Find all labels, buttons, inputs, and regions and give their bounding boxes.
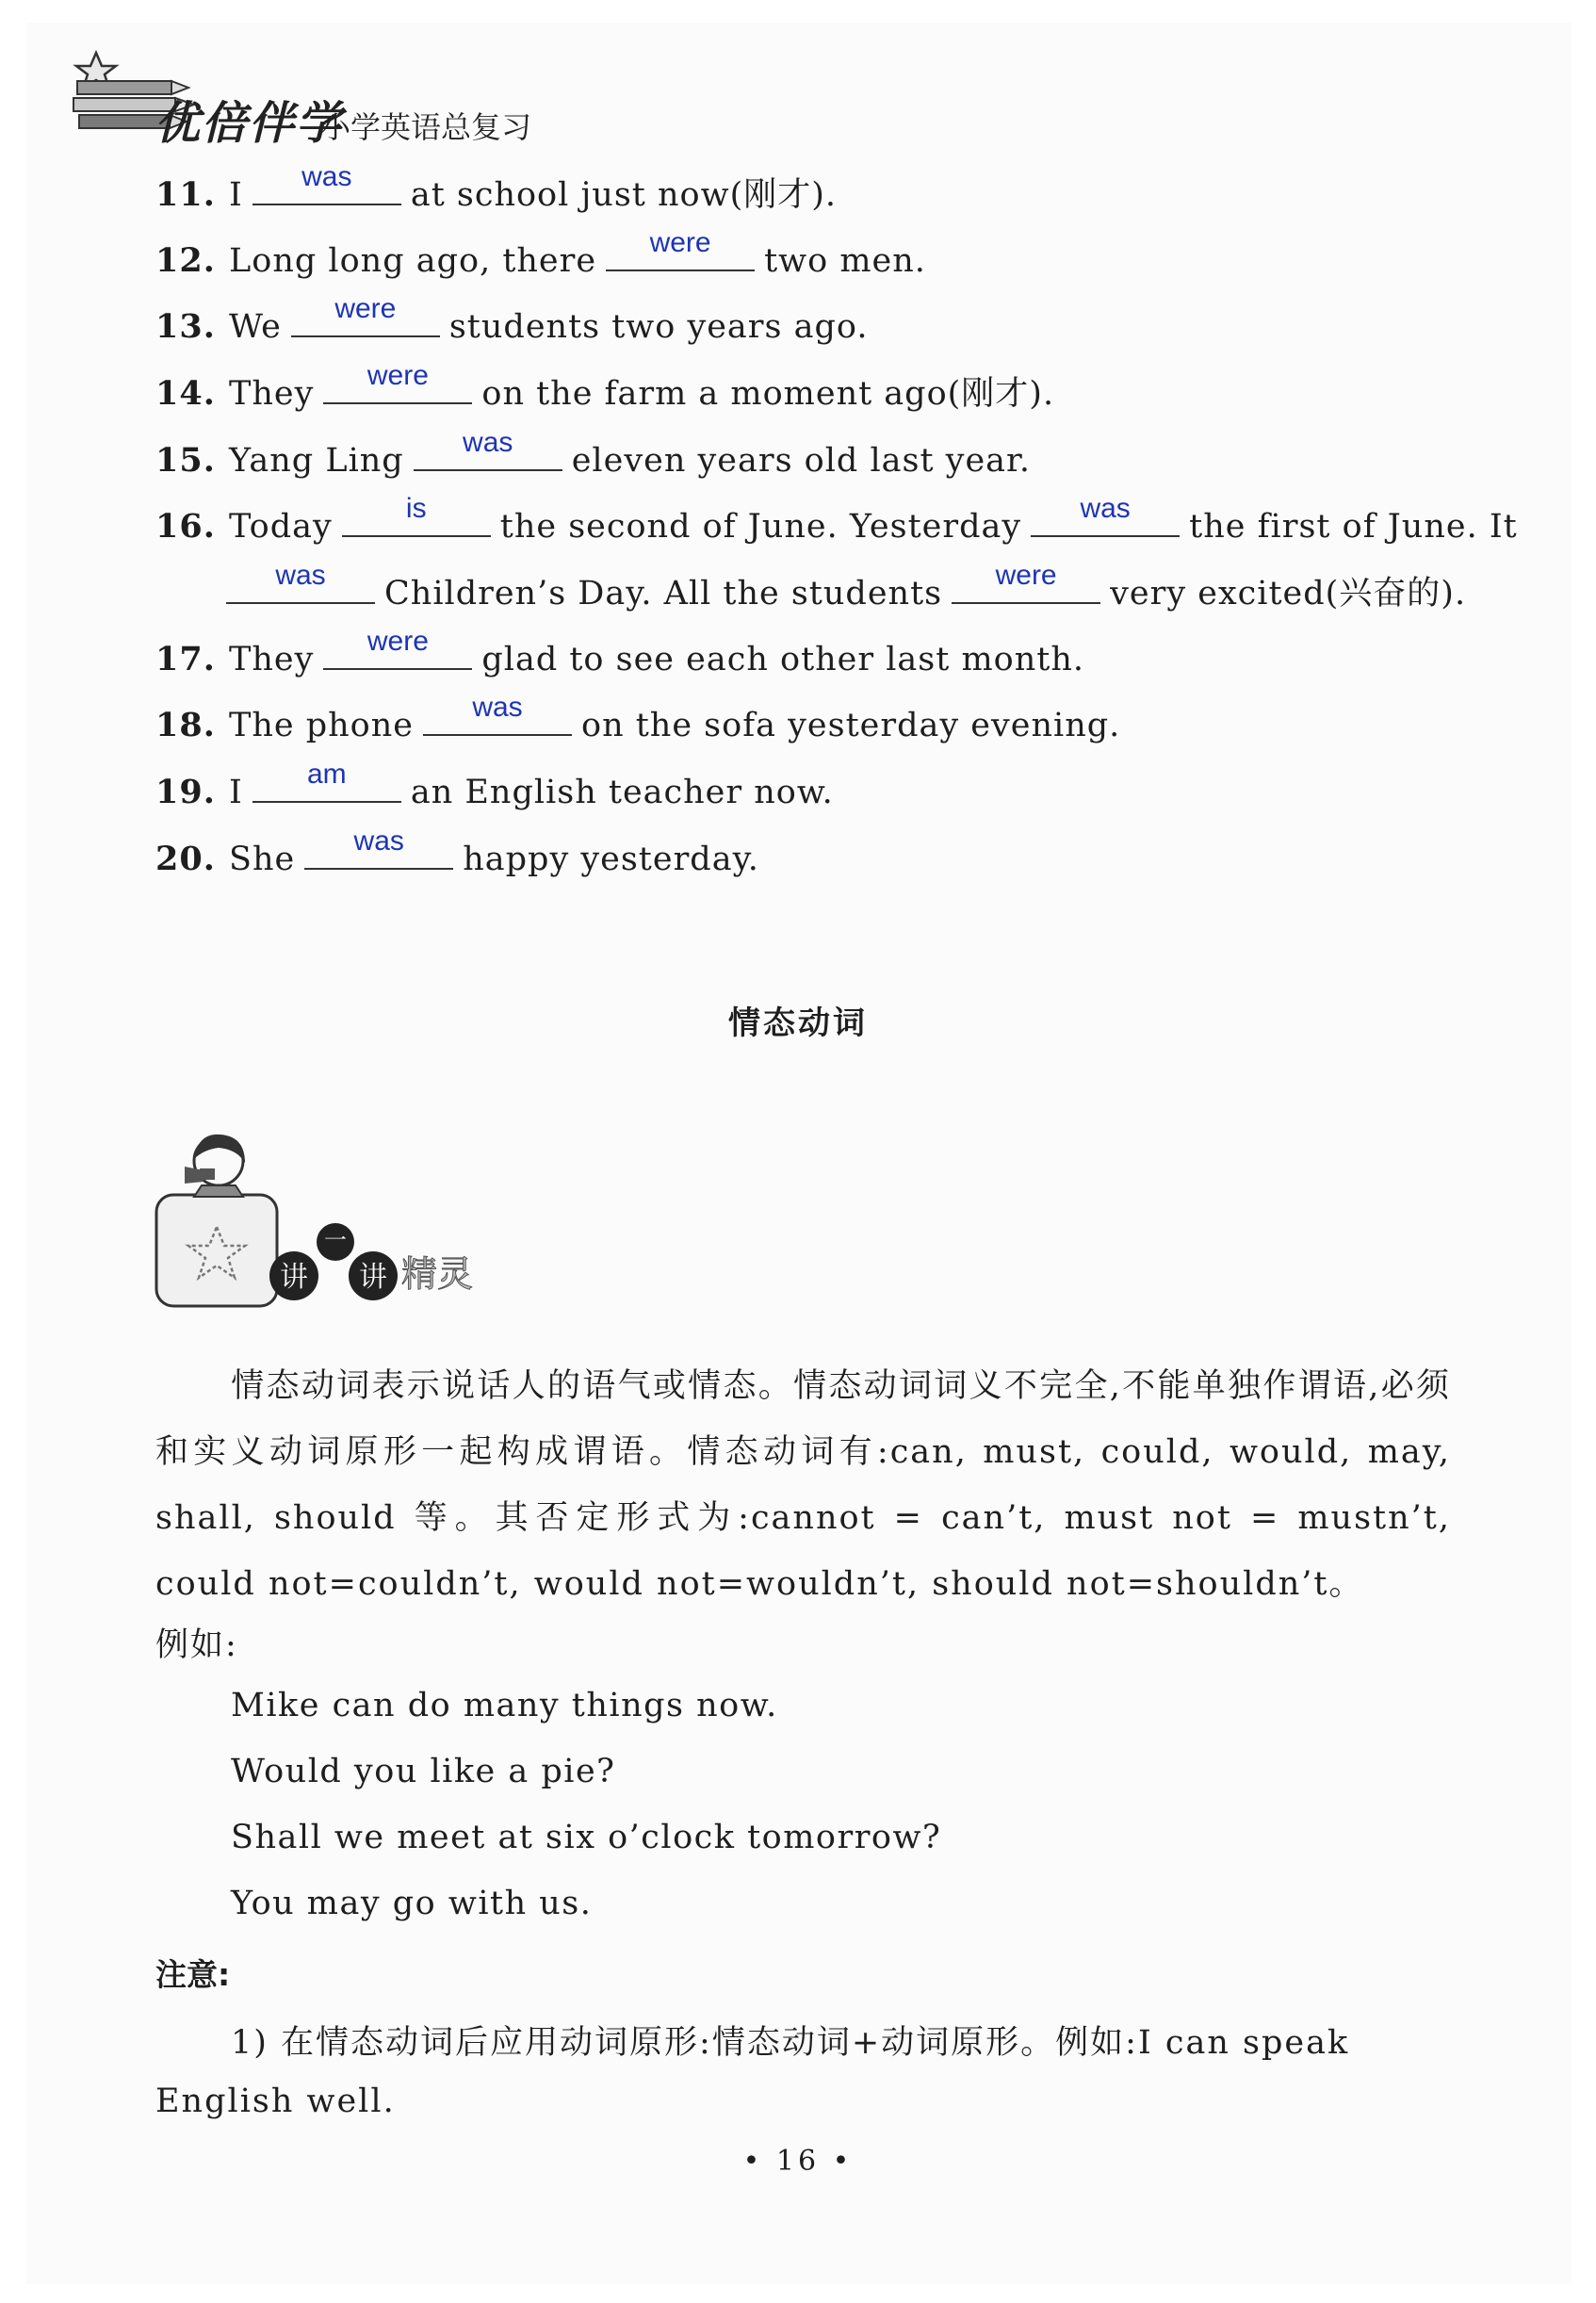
badge-tail: 精灵 [401, 1253, 474, 1295]
answer-text: were [649, 227, 711, 258]
exercise-number: 14. [155, 374, 216, 413]
intro-paragraph-text: 情态动词表示说话人的语气或情态。情态动词词义不完全,不能单独作谓语,必须和实义动词原形一起构成谓语。情态动词有:can, must, could, would, may, shall, should 等。其否定形式为:cannot = can’t, must not = mustn’t, could not=couldn’t, would not=wouldn’t, should not=shouldn’t。 [155, 1367, 1451, 1603]
answer-blank[interactable] [414, 427, 562, 471]
answer-text: was [1080, 493, 1131, 524]
exercise-item [155, 360, 1055, 415]
answer-text: were [334, 293, 397, 324]
mascot-girl-icon [156, 1135, 277, 1306]
badge-char: 讲 [359, 1261, 387, 1294]
badge-char: 一 [324, 1227, 347, 1253]
exercise-number: 18. [155, 706, 216, 744]
answer-blank[interactable] [252, 161, 401, 205]
exercise-text: two men. [764, 242, 926, 280]
exercise-text: They [229, 641, 315, 678]
page-number: • 16 • [742, 2145, 854, 2178]
exercise-text: on the sofa yesterday evening. [581, 707, 1121, 744]
exercise-number: 11. [155, 175, 216, 214]
exercise-text: Yang Ling [229, 442, 404, 480]
exercise-item [155, 626, 1084, 680]
exercise-text: eleven years old last year. [571, 442, 1032, 480]
note-label: 注意: [155, 1956, 231, 1993]
exercise-text: very excited(兴奋的). [1110, 575, 1467, 612]
exercise-text: Today [229, 508, 333, 546]
brand-logo-text: 优倍伴学 [155, 97, 344, 150]
exercise-text: Children’s Day. All the students [384, 575, 943, 612]
example-sentence: Would you like a pie? [231, 1753, 616, 1790]
exercise-text: I [229, 774, 243, 811]
exercise-text: the second of June. Yesterday [499, 508, 1022, 546]
answer-blank[interactable] [423, 692, 572, 736]
answer-blank[interactable] [323, 360, 472, 404]
exercise-text: the first of June. It [1189, 508, 1518, 546]
exercise-text: at school just now(刚才). [410, 176, 838, 214]
exercise-text: I [229, 176, 243, 214]
answer-text: am [306, 759, 347, 790]
exercise-item [155, 427, 1032, 482]
answer-text: were [366, 626, 429, 657]
answer-blank[interactable] [252, 759, 401, 803]
intro-paragraph [155, 1353, 1451, 1617]
exercise-item [155, 161, 838, 216]
exercise-text: an English teacher now. [410, 774, 834, 811]
example-label: 例如: [155, 1626, 238, 1664]
answer-text: were [366, 360, 429, 391]
exercise-text: She [229, 841, 296, 878]
answer-blank[interactable] [342, 493, 491, 537]
exercise-text: The phone [229, 707, 414, 744]
answer-blank[interactable] [1031, 493, 1180, 537]
answer-blank[interactable] [323, 626, 472, 670]
exercise-text: students two years ago. [448, 308, 869, 346]
answer-text: was [353, 825, 404, 857]
note-rule: 1) 在情态动词后应用动词原形:情态动词+动词原形。例如:I can speak [231, 2024, 1350, 2062]
exercise-number: 16. [155, 507, 216, 546]
header [68, 26, 727, 149]
exercise-number: 17. [155, 640, 216, 678]
exercise-item [155, 825, 759, 880]
exercise-item-continued [226, 560, 1467, 614]
answer-text: was [275, 560, 326, 591]
exercise-text: glad to see each other last month. [481, 641, 1084, 678]
answer-blank[interactable] [226, 560, 375, 604]
answer-text: was [301, 161, 352, 192]
example-sentence: You may go with us. [231, 1885, 593, 1922]
exercise-number: 19. [155, 773, 216, 811]
exercise-number: 20. [155, 840, 216, 878]
answer-text: was [472, 692, 523, 723]
answer-blank[interactable] [606, 227, 755, 271]
example-sentence: Shall we meet at six o’clock tomorrow? [231, 1819, 942, 1856]
book-title: 小学英语总复习 [320, 109, 532, 145]
exercise-item [155, 293, 869, 348]
exercise-text: happy yesterday. [463, 841, 759, 878]
exercise-text: Long long ago, there [229, 242, 597, 280]
exercise-item [155, 493, 1518, 547]
speak-one-speak-badge [151, 1121, 603, 1329]
exercise-text: We [229, 308, 282, 346]
exercise-text: on the farm a moment ago(刚才). [481, 375, 1055, 413]
section-title: 情态动词 [728, 1004, 868, 1042]
exercise-number: 15. [155, 441, 216, 480]
exercise-text: They [229, 375, 315, 413]
answer-text: was [463, 427, 513, 458]
answer-blank[interactable] [291, 293, 440, 337]
answer-text: is [405, 493, 427, 524]
note-rule-continued: English well. [155, 2082, 396, 2120]
example-sentence: Mike can do many things now. [231, 1687, 778, 1724]
exercise-number: 13. [155, 307, 216, 346]
badge-char: 讲 [280, 1261, 308, 1294]
exercise-item [155, 692, 1121, 746]
answer-blank[interactable] [304, 825, 453, 870]
exercise-item [155, 227, 926, 282]
exercise-number: 12. [155, 241, 216, 280]
answer-text: were [995, 560, 1057, 591]
answer-blank[interactable] [952, 560, 1100, 604]
exercise-item [155, 759, 834, 813]
